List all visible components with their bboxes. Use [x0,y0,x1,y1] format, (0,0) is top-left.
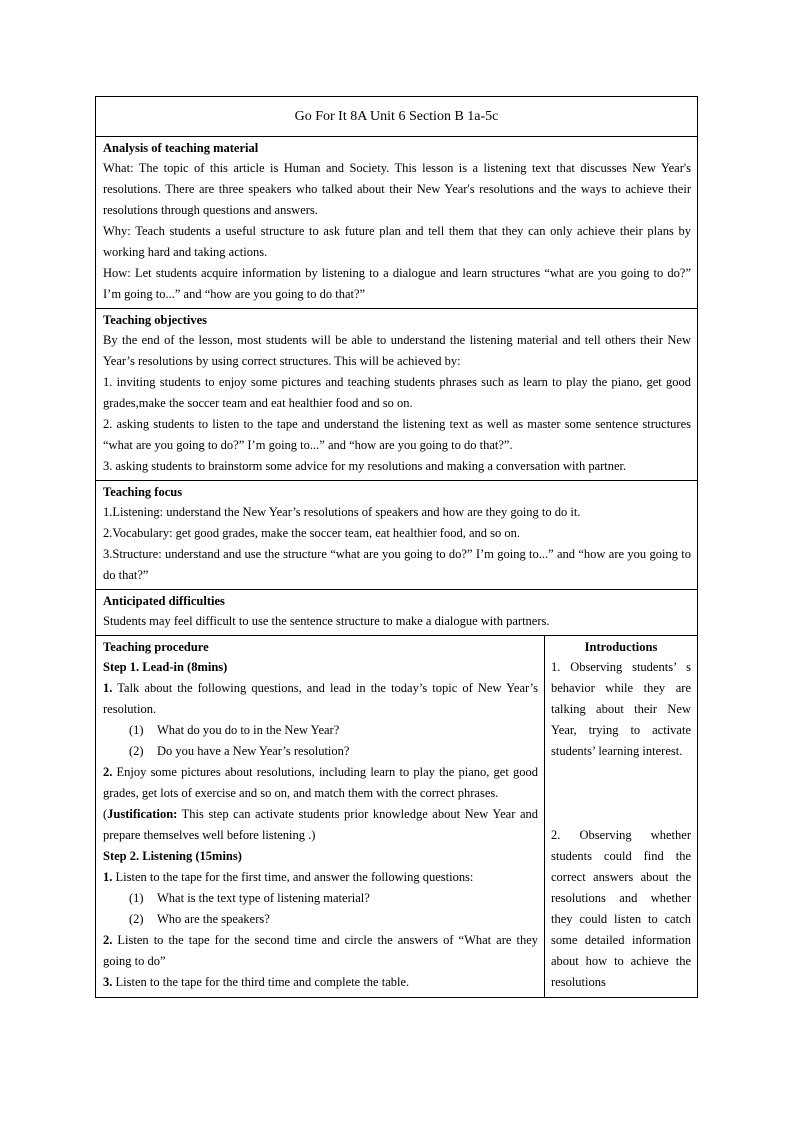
focus-section [96,481,697,590]
focus-item: 1.Listening: understand the New Year’s resolutions of speakers and how are they going to do it. [103,505,581,519]
introduction-note-2: 2. Observing whether students could find the correct answers about the resolutions and whether they could listen to catch some detailed information about how to achieve the resolutions [551,828,691,989]
step1-question-2: (2) Do you have a New Year’s resolution? [129,744,350,758]
document-title: Go For It 8A Unit 6 Section B 1a-5c [96,97,697,137]
introductions-column [545,636,697,997]
step1-item-2: 2. Enjoy some pictures about resolutions, including learn to play the piano, get good grades, get lots of exercise and so on, and match them with the correct phrases. [103,765,538,800]
objectives-intro: By the end of the lesson, most students will be able to understand the listening material and tell others their New Year’s resolutions by using correct structures. This will be achieved by: [103,333,691,368]
analysis-why: Why: Teach students a useful structure to ask future plan and tell them that they can only achieve their plans by working hard and taking actions. [103,224,691,259]
step2-title: Step 2. Listening (15mins) [103,849,242,863]
lesson-plan-table [95,96,698,998]
step2-item-2: 2. Listen to the tape for the second time and circle the answers of “What are they going to do” [103,933,538,968]
objectives-heading: Teaching objectives [103,313,208,327]
introduction-note-1: 1. Observing students’ s behavior while they are talking about their New Year, trying to activate students’ learning interest. [551,660,691,758]
focus-item: 2.Vocabulary: get good grades, make the soccer team, eat healthier food, and so on. [103,526,520,540]
step1-justification: (Justification: This step can activate students prior knowledge about New Year and prepare themselves well before listening .) [103,807,538,842]
step1-title: Step 1. Lead-in (8mins) [103,660,228,674]
objective-item: 3. asking students to brainstorm some advice for my resolutions and making a conversation with partner. [103,459,627,473]
analysis-section [96,137,697,309]
difficulties-text: Students may feel difficult to use the sentence structure to make a dialogue with partners. [103,614,550,628]
difficulties-heading: Anticipated difficulties [103,594,225,608]
objective-item: 1. inviting students to enjoy some pictures and teaching students phrases such as learn to play the piano, get good grades,make the soccer team and eat healthier food and so on. [103,375,691,410]
procedure-section [96,636,697,997]
objective-item: 2. asking students to listen to the tape and understand the listening text as well as master some sentence structures “what are you going to do?” I’m going to...” and “how are you going to do that?”. [103,417,691,452]
introductions-heading: Introductions [584,640,658,654]
analysis-heading: Analysis of teaching material [103,141,259,155]
step2-item-3: 3. Listen to the tape for the third time and complete the table. [103,975,410,989]
step2-item-1: 1. Listen to the tape for the first time, and answer the following questions: [103,870,474,884]
objectives-section [96,309,697,481]
procedure-column [96,636,545,997]
analysis-how: How: Let students acquire information by listening to a dialogue and learn structures “what are you going to do?” I’m going to...” and “how are you going to do that?” [103,266,691,301]
step2-question-1: (1) What is the text type of listening material? [129,891,370,905]
focus-heading: Teaching focus [103,485,183,499]
procedure-heading: Teaching procedure [103,640,209,654]
difficulties-section [96,590,697,636]
analysis-what: What: The topic of this article is Human and Society. This lesson is a listening text that discusses New Year's resolutions. There are three speakers who talked about their New Year's resolutions and the ways to achieve their resolutions through questions and answers. [103,161,691,217]
step1-question-1: (1) What do you do to in the New Year? [129,723,340,737]
step2-question-2: (2) Who are the speakers? [129,912,270,926]
step1-item-1: 1. Talk about the following questions, and lead in the today’s topic of New Year’s resolution. [103,681,538,716]
focus-item: 3.Structure: understand and use the structure “what are you going to do?” I’m going to...” and “how are you going to do that?” [103,547,691,582]
